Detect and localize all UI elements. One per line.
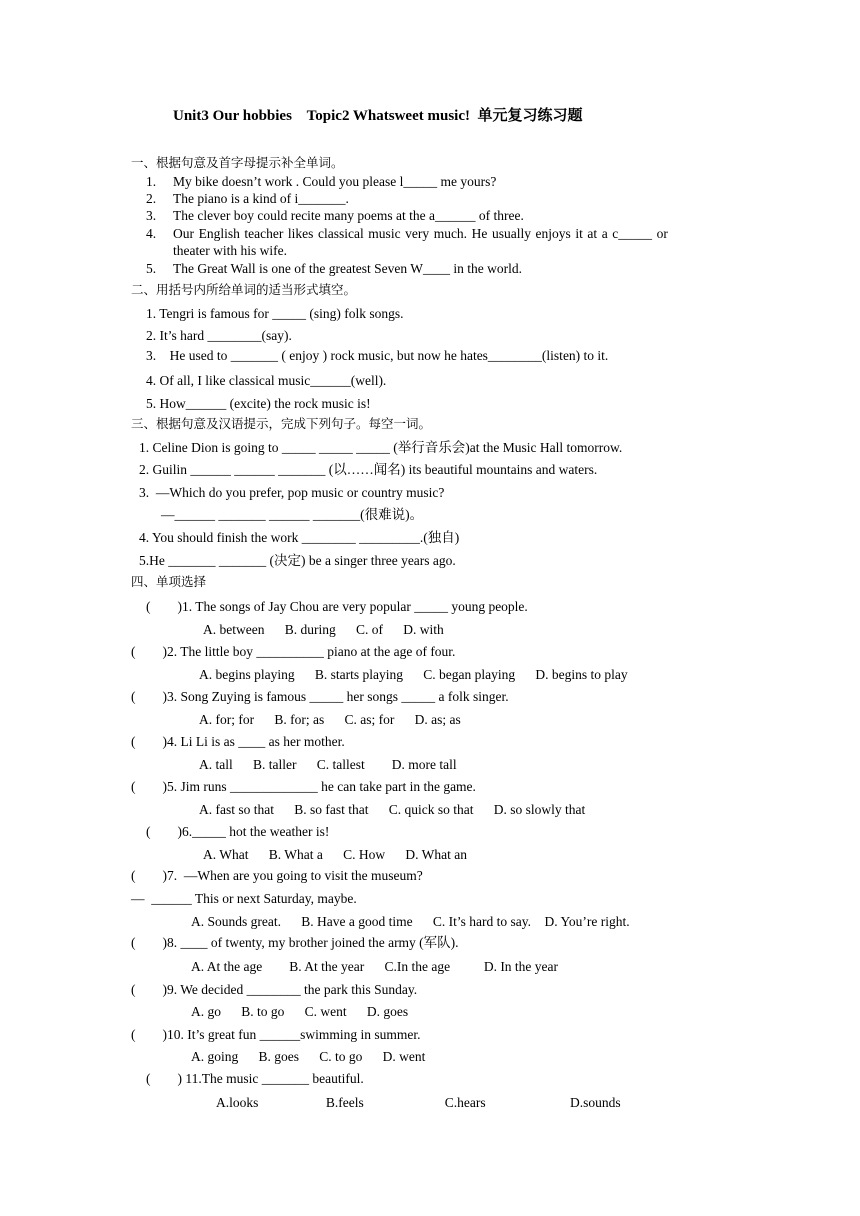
s1-item-3: The clever boy could recite many poems at the a______ of three. — [173, 208, 524, 223]
s4-question-7-options: A. Sounds great. B. Have a good time C. It’s hard to say. D. You’re right. — [191, 914, 630, 929]
section-4-heading: 四、单项选择 — [131, 574, 207, 589]
page-title: Unit3 Our hobbies Topic2 Whatsweet music! 单元复习练习题 — [173, 108, 583, 124]
s4-question-10: ( )10. It’s great fun ______swimming in summer. — [131, 1027, 421, 1042]
s3-item-5: 5.He _______ _______ (决定) be a singer three years ago. — [139, 553, 456, 568]
s4-question-8: ( )8. ____ of twenty, my brother joined the army (军队). — [131, 935, 459, 950]
s3-item-3: 3. —Which do you prefer, pop music or country music? — [139, 485, 445, 500]
s3-item-2: 2. Guilin ______ ______ _______ (以……闻名) its beautiful mountains and waters. — [139, 462, 598, 477]
section-1-heading: 一、根据句意及首字母提示补全单词。 — [131, 155, 344, 170]
s2-item-4: 4. Of all, I like classical music______(well). — [146, 373, 387, 388]
s4-question-11: ( ) 11.The music _______ beautiful. — [146, 1071, 364, 1086]
s3-item-4: 4. You should finish the work ________ _________.(独自) — [139, 530, 460, 545]
s4-question-1: ( )1. The songs of Jay Chou are very popular _____ young people. — [146, 599, 528, 614]
s1-item-2: The piano is a kind of i_______. — [173, 191, 349, 206]
s2-item-3: 3. He used to _______ ( enjoy ) rock music, but now he hates________(listen) to it. — [146, 348, 609, 363]
s4-question-3: ( )3. Song Zuying is famous _____ her songs _____ a folk singer. — [131, 689, 509, 704]
s4-question-9-options: A. go B. to go C. went D. goes — [191, 1004, 409, 1019]
s4-question-3-options: A. for; for B. for; as C. as; for D. as; as — [199, 712, 461, 727]
s4-question-9: ( )9. We decided ________ the park this Sunday. — [131, 982, 418, 997]
s1-item-2-number: 2. — [146, 191, 157, 206]
s4-question-5-options: A. fast so that B. so fast that C. quick so that D. so slowly that — [199, 802, 586, 817]
s4-question-6: ( )6._____ hot the weather is! — [146, 824, 330, 839]
s4-question-4-options: A. tall B. taller C. tallest D. more tall — [199, 757, 457, 772]
s1-item-4-cont: theater with his wife. — [173, 243, 287, 258]
s3-item-3-answer: —______ _______ ______ _______(很难说)。 — [161, 507, 424, 522]
s4-question-7-reply: — ______ This or next Saturday, maybe. — [131, 891, 357, 906]
s4-question-6-options: A. What B. What a C. How D. What an — [203, 847, 467, 862]
s2-item-5: 5. How______ (excite) the rock music is! — [146, 396, 371, 411]
s4-question-7: ( )7. —When are you going to visit the museum? — [131, 868, 423, 883]
s4-question-4: ( )4. Li Li is as ____ as her mother. — [131, 734, 345, 749]
s1-item-1-number: 1. — [146, 174, 157, 189]
s4-question-2-options: A. begins playing B. starts playing C. began playing D. begins to play — [199, 667, 628, 682]
s4-question-10-options: A. going B. goes C. to go D. went — [191, 1049, 426, 1064]
s3-item-1: 1. Celine Dion is going to _____ _____ _____ (举行音乐会)at the Music Hall tomorrow. — [139, 440, 623, 455]
s4-question-5: ( )5. Jim runs _____________ he can take part in the game. — [131, 779, 476, 794]
s4-question-2: ( )2. The little boy __________ piano at the age of four. — [131, 644, 456, 659]
s1-item-1: My bike doesn’t work . Could you please l_____ me yours? — [173, 174, 497, 189]
s4-question-8-options: A. At the age B. At the year C.In the age D. In the year — [191, 959, 559, 974]
s1-item-5-number: 5. — [146, 261, 157, 276]
s1-item-5: The Great Wall is one of the greatest Seven W____ in the world. — [173, 261, 522, 276]
section-2-heading: 二、用括号内所给单词的适当形式填空。 — [131, 282, 357, 297]
s2-item-1: 1. Tengri is famous for _____ (sing) folk songs. — [146, 306, 404, 321]
s4-question-1-options: A. between B. during C. of D. with — [203, 622, 444, 637]
s1-item-4: Our English teacher likes classical music very much. He usually enjoys it at a c_____ or — [173, 226, 668, 241]
s4-question-11-options: A.looks B.feels C.hears D.sounds — [216, 1095, 621, 1110]
s1-item-4-number: 4. — [146, 226, 157, 241]
s1-item-3-number: 3. — [146, 208, 157, 223]
section-3-heading: 三、根据句意及汉语提示，完成下列句子。每空一词。 — [131, 416, 432, 431]
s2-item-2: 2. It’s hard ________(say). — [146, 328, 292, 343]
